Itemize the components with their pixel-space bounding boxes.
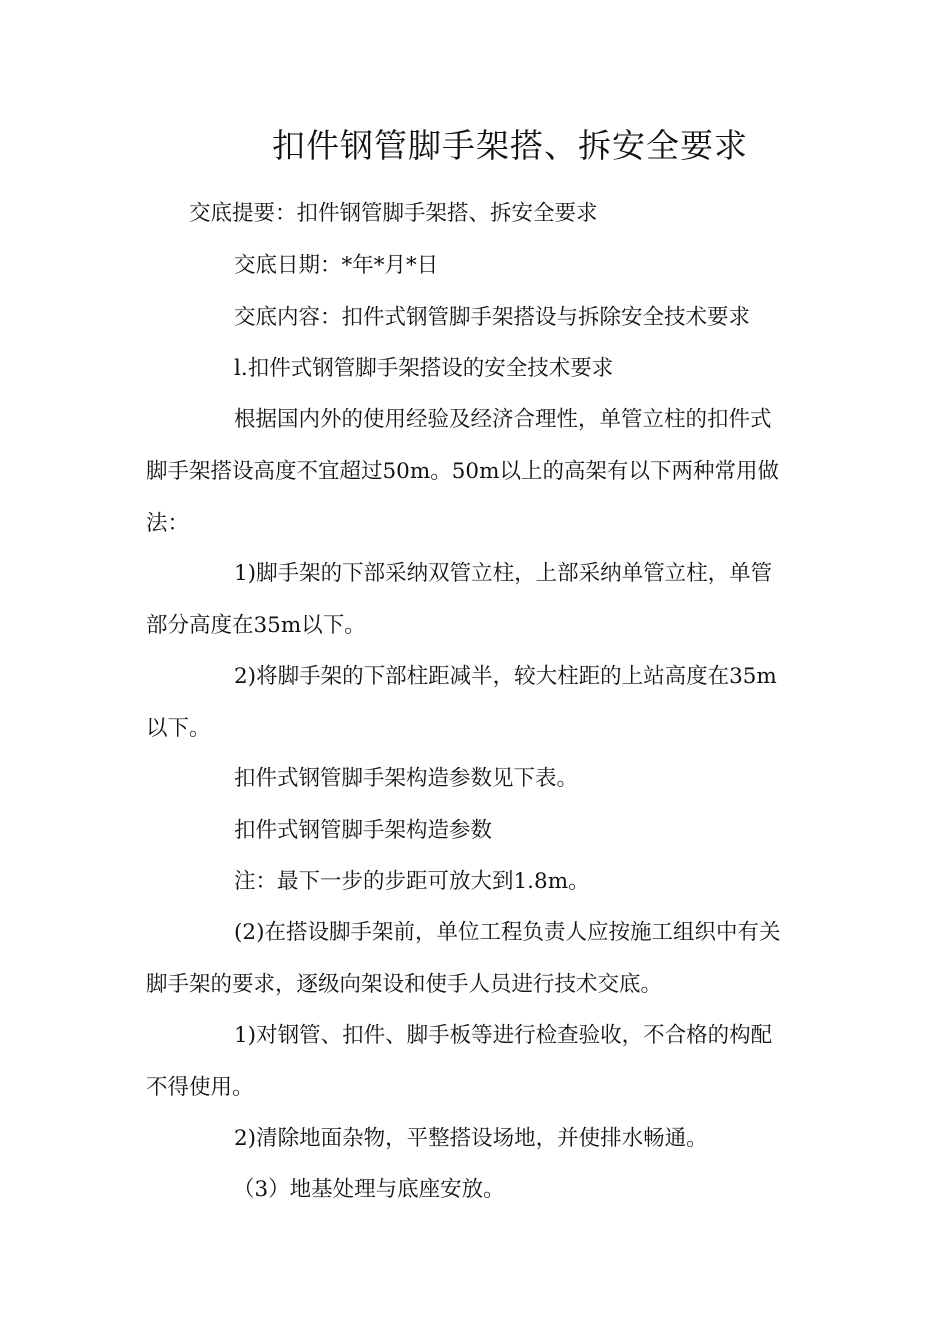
date-line: 交底日期：*年*月*日: [234, 253, 439, 278]
list-item-line: 1)对钢管、扣件、脚手板等进行检查验收，不合格的构配: [234, 1023, 773, 1048]
list-item-line: 1)脚手架的下部采纳双管立柱，上部采纳单管立柱，单管: [234, 561, 773, 586]
list-item-line: 不得使用。: [146, 1075, 254, 1100]
table-title: 扣件式钢管脚手架构造参数: [234, 818, 493, 843]
page-title: 扣件钢管脚手架搭、拆安全要求: [272, 126, 748, 165]
paragraph-line: (2)在搭设脚手架前，单位工程负责人应按施工组织中有关: [234, 920, 781, 945]
list-item-line: 部分高度在35m以下。: [146, 613, 366, 638]
section-heading-1: l.扣件式钢管脚手架搭设的安全技术要求: [234, 356, 614, 381]
list-item-line: 以下。: [146, 716, 211, 741]
paragraph-line: 根据国内外的使用经验及经济合理性，单管立柱的扣件式: [234, 407, 772, 432]
section-paragraph-2: [146, 907, 806, 1011]
table-reference: 扣件式钢管脚手架构造参数见下表。: [234, 766, 579, 791]
list-item-line: 2)将脚手架的下部柱距减半，较大柱距的上站高度在35m: [234, 664, 777, 689]
paragraph-height-limit: [146, 394, 806, 550]
list-item-site-clearing: 2)清除地面杂物，平整搭设场地，并使排水畅通。: [234, 1126, 708, 1151]
paragraph-line: 脚手架搭设高度不宜超过50m。50m以上的高架有以下两种常用做: [146, 459, 779, 484]
summary-line: 交底提要：扣件钢管脚手架搭、拆安全要求: [189, 201, 598, 226]
paragraph-line: 法：: [146, 511, 190, 536]
paragraph-line: 脚手架的要求，逐级向架设和使手人员进行技术交底。: [146, 972, 663, 997]
list-item-column-spacing: [146, 651, 806, 755]
section-heading-3: （3）地基处理与底座安放。: [233, 1177, 505, 1202]
note-line: 注：最下一步的步距可放大到1.8m。: [234, 869, 590, 894]
list-item-inspection: [146, 1010, 806, 1114]
content-line: 交底内容：扣件式钢管脚手架搭设与拆除安全技术要求: [234, 305, 751, 330]
list-item-double-pole: [146, 548, 806, 652]
